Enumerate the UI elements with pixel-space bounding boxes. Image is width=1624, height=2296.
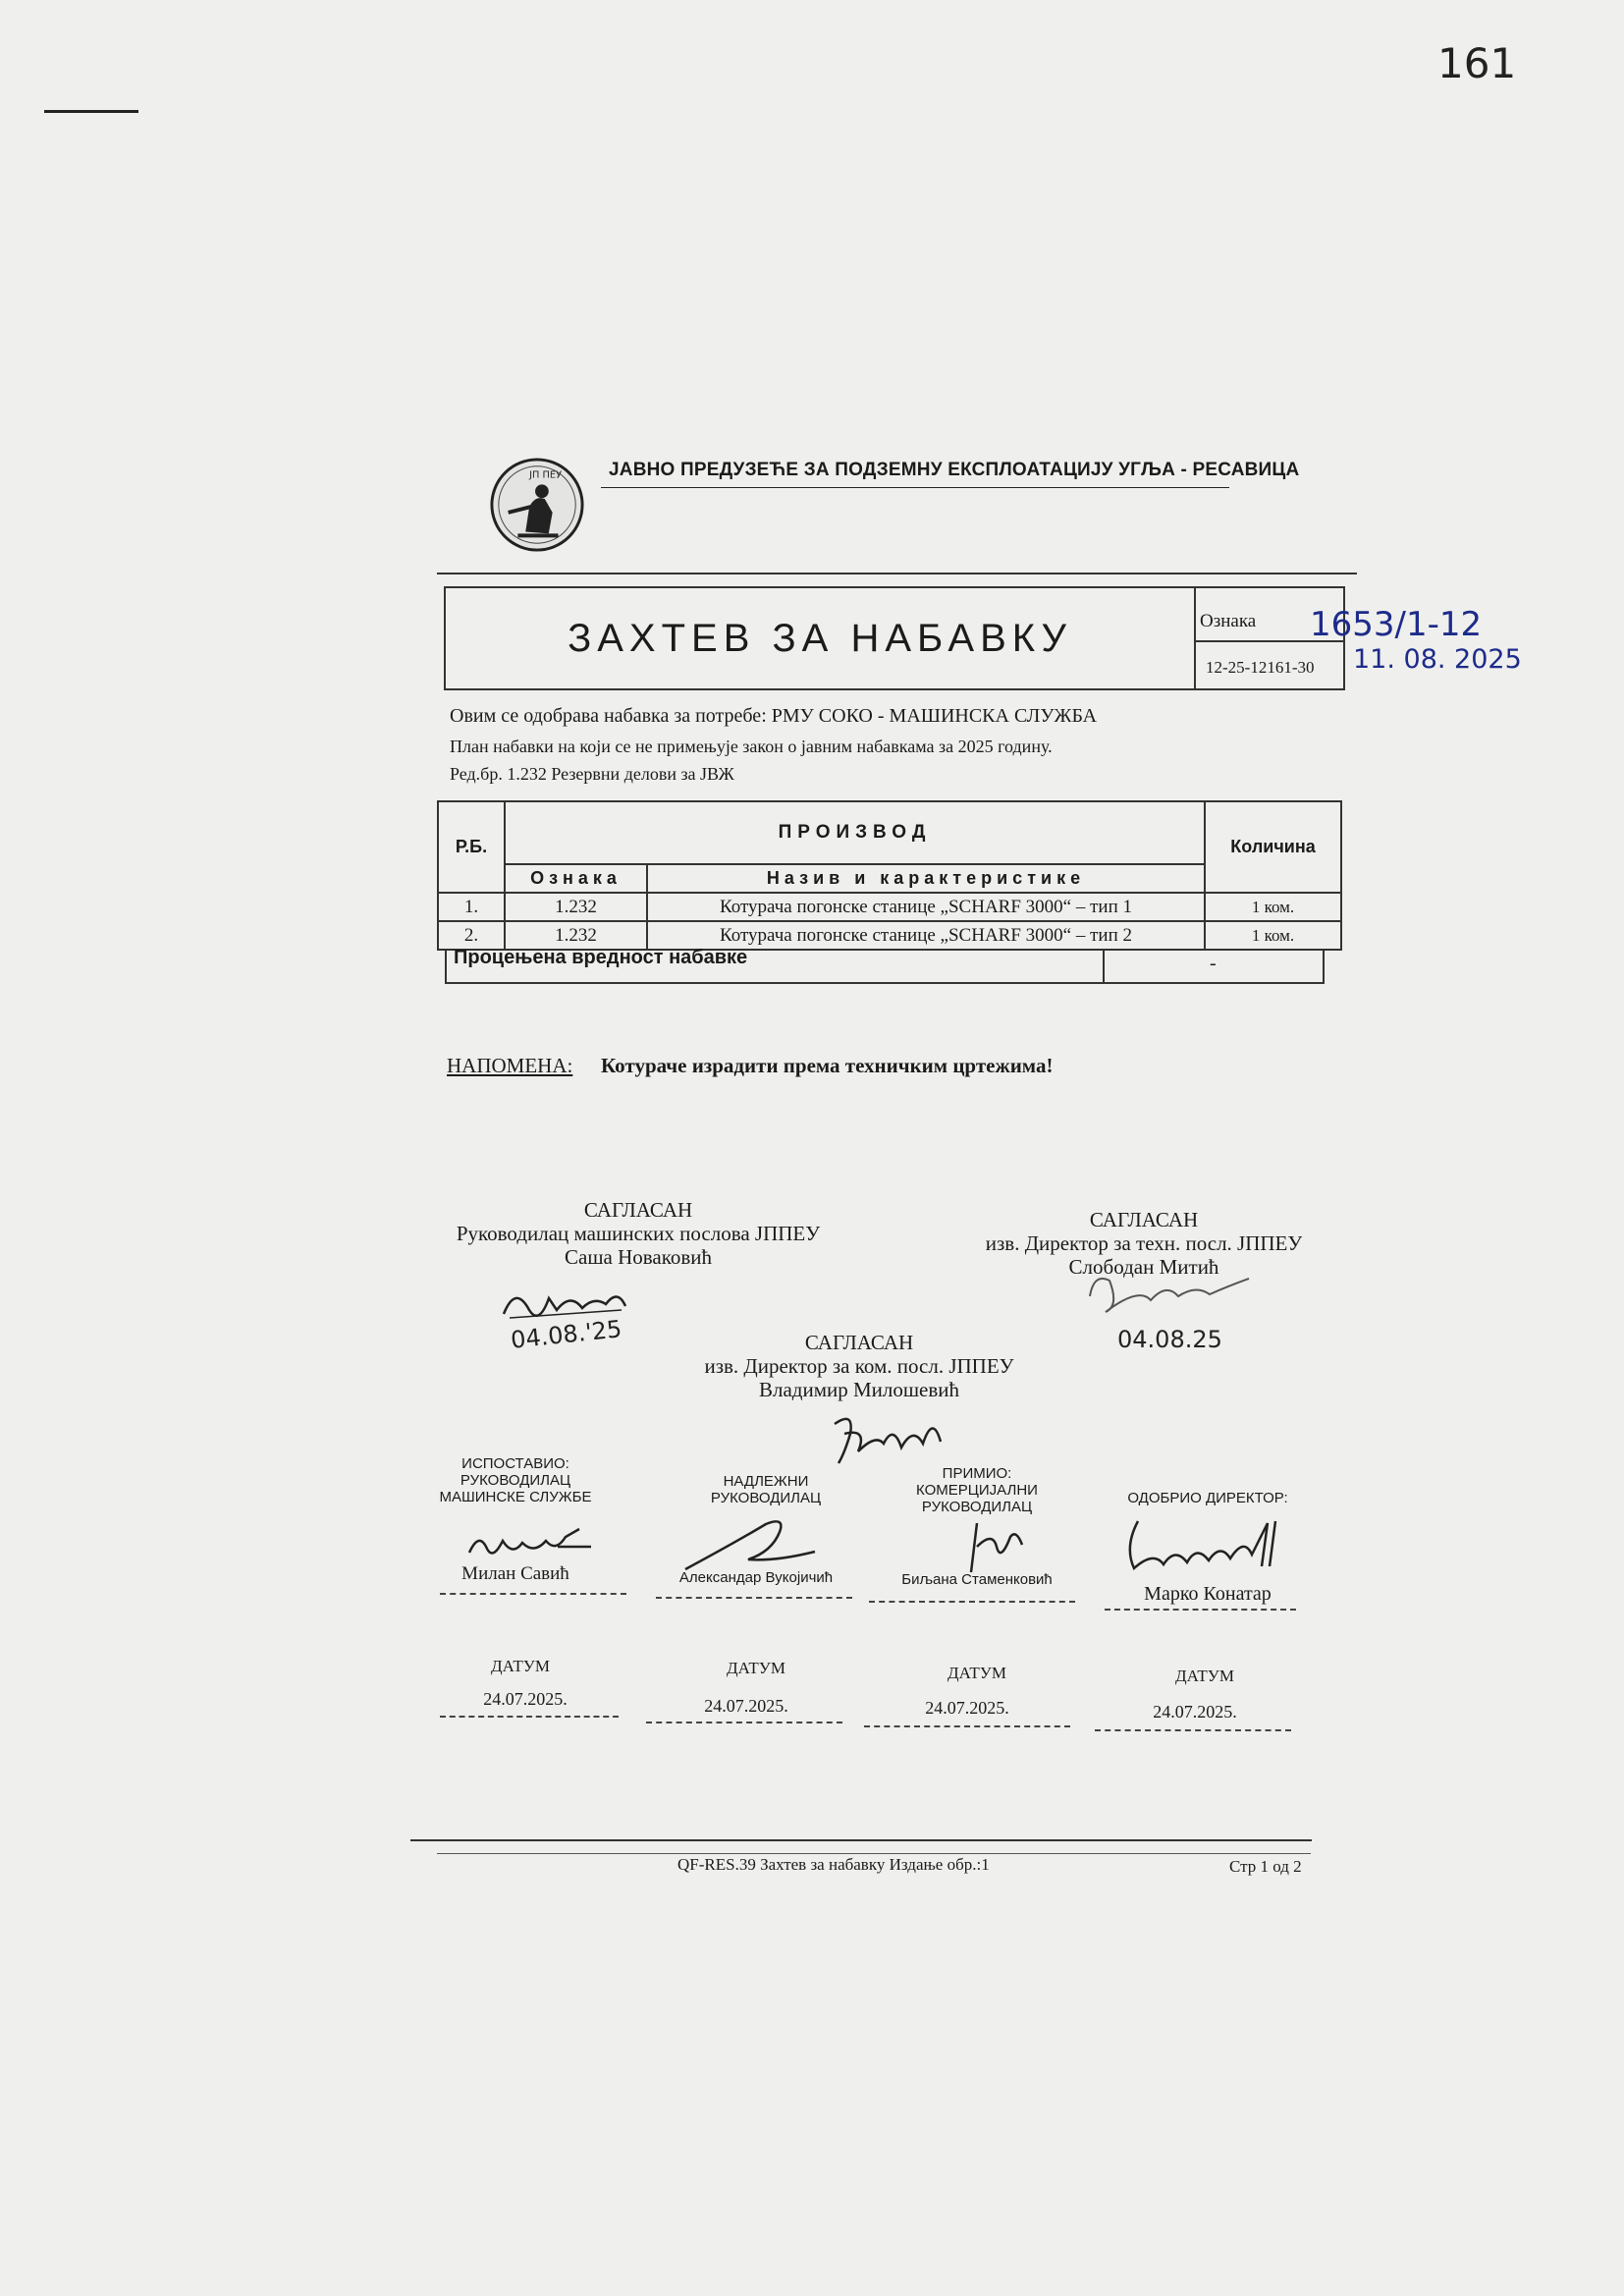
product-table <box>437 800 1342 951</box>
signature-date-right: 04.08.25 <box>1117 1326 1222 1353</box>
estimate-divider <box>1103 949 1105 984</box>
date-2: 24.07.2025. <box>704 1696 788 1716</box>
col-naziv-header: Назив и карактеристике <box>647 864 1205 893</box>
estimate-value: - <box>1210 953 1217 974</box>
signature-signer-4 <box>1114 1507 1311 1586</box>
company-logo <box>489 457 585 553</box>
handwritten-reg-number: 1653/1-12 <box>1310 605 1483 644</box>
intro-line-1: Овим се одобрава набавка за потребе: РМУ СОКО - МАШИНСКА СЛУЖБА <box>450 705 1098 727</box>
document-title: ЗАХТЕВ ЗА НАБАВКУ <box>568 616 1072 660</box>
row-naziv: Котурача погонске станице „SCHARF 3000“ – тип 2 <box>647 921 1205 950</box>
footer-form-id: QF-RES.39 Захтев за набавку Издање обр.:1 <box>677 1855 990 1874</box>
signature-signer-1 <box>463 1517 601 1566</box>
scan-mark <box>44 110 138 113</box>
col-quantity-header: Количина <box>1205 801 1341 893</box>
signature-signer-3 <box>957 1517 1036 1576</box>
intro-line-2: План набавки на који се не примењује закон о јавним набавкама за 2025 годину. <box>450 737 1053 756</box>
date-line-3 <box>864 1725 1070 1727</box>
col-product-header: ПРОИЗВОД <box>505 801 1205 864</box>
approval-name: Слободан Митић <box>1068 1255 1219 1279</box>
table-row <box>438 921 1341 950</box>
signature-line-2 <box>656 1597 852 1599</box>
oznaka-label: Ознака <box>1200 611 1257 631</box>
approval-name: Саша Новаковић <box>565 1245 712 1269</box>
approval-role: изв. Директор за ком. посл. ЈППЕУ <box>704 1354 1014 1378</box>
row-kolicina: 1 ком. <box>1205 893 1341 921</box>
signer-role-4: ОДОБРИО ДИРЕКТОР: <box>1127 1490 1288 1506</box>
datum-label-3: ДАТУМ <box>947 1664 1006 1682</box>
datum-label-1: ДАТУМ <box>491 1657 550 1675</box>
datum-label-2: ДАТУМ <box>727 1659 785 1677</box>
col-rb-header: Р.Б. <box>438 801 505 893</box>
signer-role-1: ИСПОСТАВИО: РУКОВОДИЛАЦ МАШИНСКЕ СЛУЖБЕ <box>439 1455 592 1505</box>
svg-text:ЈП ПЕУ: ЈП ПЕУ <box>529 469 563 481</box>
signer-role-3: ПРИМИО: КОМЕРЦИЈАЛНИ РУКОВОДИЛАЦ <box>916 1465 1038 1515</box>
signer-role-2: НАДЛЕЖНИ РУКОВОДИЛАЦ <box>710 1473 822 1506</box>
signer-name-4: Марко Конатар <box>1144 1583 1272 1605</box>
signature-date-left: 04.08.'25 <box>509 1315 623 1354</box>
estimate-label: Процењена вредност набавке <box>454 947 748 968</box>
note-label: НАПОМЕНА: <box>447 1054 573 1077</box>
approval-role: изв. Директор за техн. посл. ЈППЕУ <box>985 1231 1303 1255</box>
date-3: 24.07.2025. <box>925 1698 1009 1718</box>
footer-rule <box>410 1839 1312 1841</box>
handwritten-reg-date: 11. 08. 2025 <box>1353 644 1522 675</box>
date-4: 24.07.2025. <box>1153 1702 1237 1722</box>
document-code: 12-25-12161-30 <box>1206 658 1315 677</box>
signature-line-3 <box>869 1601 1075 1603</box>
approval-left <box>432 1198 844 1269</box>
signature-center <box>825 1404 952 1473</box>
date-1: 24.07.2025. <box>483 1689 568 1709</box>
footer-rule-secondary <box>437 1853 1311 1854</box>
approval-name: Владимир Милошевић <box>758 1378 960 1401</box>
note-text: Котураче израдити према техничким цртежима! <box>601 1054 1054 1077</box>
row-oznaka: 1.232 <box>505 921 647 950</box>
approval-title: САГЛАСАН <box>804 1331 914 1354</box>
page-number: 161 <box>1437 39 1517 87</box>
table-row <box>438 893 1341 921</box>
date-line-4 <box>1095 1729 1291 1731</box>
row-number: 2. <box>438 921 505 950</box>
row-naziv: Котурача погонске станице „SCHARF 3000“ – тип 1 <box>647 893 1205 921</box>
organization-name: ЈАВНО ПРЕДУЗЕЋЕ ЗА ПОДЗЕМНУ ЕКСПЛОАТАЦИЈУ УГЉА - РЕСАВИЦА <box>609 460 1300 480</box>
title-divider <box>1194 586 1196 690</box>
signature-line-4 <box>1105 1609 1296 1611</box>
row-kolicina: 1 ком. <box>1205 921 1341 950</box>
date-line-2 <box>646 1722 842 1723</box>
signer-name-1: Милан Савић <box>461 1563 569 1584</box>
row-number: 1. <box>438 893 505 921</box>
datum-label-4: ДАТУМ <box>1175 1667 1234 1685</box>
signature-line-1 <box>440 1593 626 1595</box>
approval-title: САГЛАСАН <box>583 1198 693 1222</box>
signer-name-3: Биљана Стаменковић <box>901 1571 1053 1588</box>
org-underline <box>601 487 1229 488</box>
signature-right <box>1080 1267 1267 1326</box>
approval-role: Руководилац машинских послова ЈППЕУ <box>456 1222 821 1245</box>
approval-center <box>648 1331 1070 1401</box>
header-rule <box>437 573 1357 574</box>
row-oznaka: 1.232 <box>505 893 647 921</box>
signer-name-2: Александар Вукојичић <box>678 1569 834 1586</box>
date-line-1 <box>440 1716 619 1718</box>
col-oznaka-header: Ознака <box>505 864 647 893</box>
footer-page-number: Стр 1 од 2 <box>1229 1857 1302 1876</box>
intro-line-3: Ред.бр. 1.232 Резервни делови за ЈВЖ <box>450 764 734 784</box>
approval-title: САГЛАСАН <box>1089 1208 1199 1231</box>
